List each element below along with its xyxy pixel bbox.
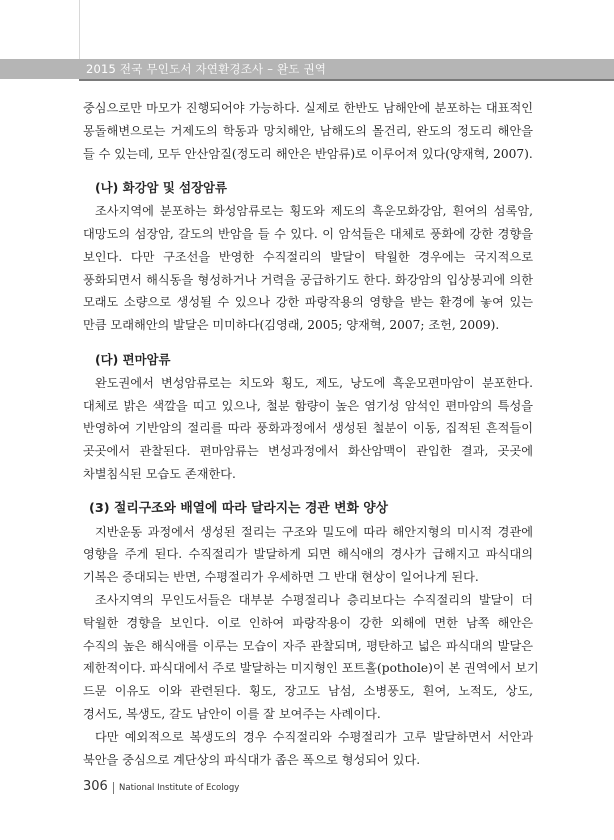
text-line: 지반운동 과정에서 생성된 절리는 구조와 밀도에 따라 해안지형의 미시적 경관에 [95, 524, 533, 539]
footer-separator [113, 782, 114, 794]
footer-organization: National Institute of Ecology [119, 783, 240, 793]
running-header-title: 2015 전국 무인도서 자연환경조사 – 완도 권역 [86, 62, 327, 76]
section-heading-gneiss: (다) 편마암류 [95, 351, 171, 367]
text-line: 수직의 높은 해식애를 이루는 모습이 자주 관찰되며, 평탄하고 넓은 파식대의 발달은 [83, 638, 533, 653]
text-line: 조사지역의 무인도서들은 대부분 수평절리나 층리보다는 수직절리의 발달이 더 [95, 592, 533, 607]
paragraph-gap [83, 337, 533, 349]
text-line: 중심으로만 마모가 진행되어야 가능하다. 실제로 한반도 남해안에 분포하는 대표적인 [83, 101, 533, 115]
section-heading-granite: (나) 화강암 및 섬장암류 [95, 180, 227, 196]
text-line: 들 수 있는데, 모두 안산암질(정도리 해안은 반암류)로 이루어져 있다(양재혁, 2007). [83, 146, 533, 161]
text-line: 모래도 소량으로 생성될 수 있으나 강한 파랑작용의 영향을 받는 환경에 놓여 있는 [83, 295, 533, 310]
text-line: 몽돌해변으로는 거제도의 학동과 망치해안, 남해도의 몰건리, 완도의 정도리 해안을 [83, 123, 533, 138]
text-line: 드문 이유도 이와 관련된다. 횡도, 장고도 남섬, 소병풍도, 흰여, 노적도, 상도, [83, 684, 533, 699]
paragraph-gap [83, 165, 533, 177]
page-number: 306 [83, 779, 108, 794]
text-line: 보인다. 다만 구조선을 반영한 수직절리의 발달이 탁월한 경우에는 국지적으로 [83, 249, 533, 264]
text-line: 완도권에서 변성암류로는 치도와 횡도, 제도, 낭도에 흑운모편마암이 분포한다. [95, 375, 533, 390]
paragraph-gap [83, 486, 533, 498]
text-line: 북안을 중심으로 계단상의 파식대가 좁은 폭으로 형성되어 있다. [83, 752, 421, 767]
text-line: 영향을 주게 된다. 수직절리가 발달하게 되면 해식애의 경사가 급해지고 파식대의 [83, 547, 533, 562]
text-line: 풍화되면서 해식동을 형성하거나 거력을 공급하기도 한다. 화강암의 입상붕괴에 의한 [83, 272, 533, 287]
page-margin-line [79, 0, 80, 59]
text-line: 만큼 모래해안의 발달은 미미하다(김영래, 2005; 양재혁, 2007; 조헌, 2009). [83, 318, 500, 333]
text-line: 탁월한 경향을 보인다. 이로 인하여 파랑작용이 강한 외해에 면한 남쪽 해안은 [83, 615, 533, 630]
text-line: 대체로 밝은 색깔을 띠고 있으나, 철분 함량이 높은 염기성 암석인 편마암의 특성을 [83, 398, 533, 413]
text-line: 조사지역에 분포하는 화성암류로는 횡도와 제도의 흑운모화강암, 흰여의 섬록암, [95, 204, 533, 219]
text-line: 곳곳에서 관찰된다. 편마암류는 변성과정에서 화산암맥이 관입한 결과, 곳곳에 [83, 444, 533, 459]
body-text [83, 97, 539, 771]
text-line: 다만 예외적으로 복생도의 경우 수직절리와 수평절리가 고루 발달하면서 서안과 [95, 729, 533, 744]
header-rule [79, 79, 614, 81]
text-line: 반영하여 기반암의 절리를 따라 풍화과정에서 생성된 철분이 이동, 집적된 흔적들이 [83, 421, 533, 436]
section-heading-joints: (3) 절리구조와 배열에 따라 달라지는 경관 변화 양상 [89, 500, 389, 516]
text-line: 기복은 증대되는 반면, 수평절리가 우세하면 그 반대 현상이 일어나게 된다. [83, 570, 479, 585]
text-line: 제한적이다. 파식대에서 주로 발달하는 미지형인 포트홀(pothole)이 본 권역에서 보기 [83, 661, 539, 676]
text-line: 대망도의 섬장암, 갈도의 반암을 들 수 있다. 이 암석들은 대체로 풍화에 강한 경향을 [83, 226, 533, 241]
text-line: 차별침식된 모습도 존재한다. [83, 466, 236, 481]
text-line: 경서도, 복생도, 갈도 남안이 이를 잘 보여주는 사례이다. [83, 706, 381, 721]
